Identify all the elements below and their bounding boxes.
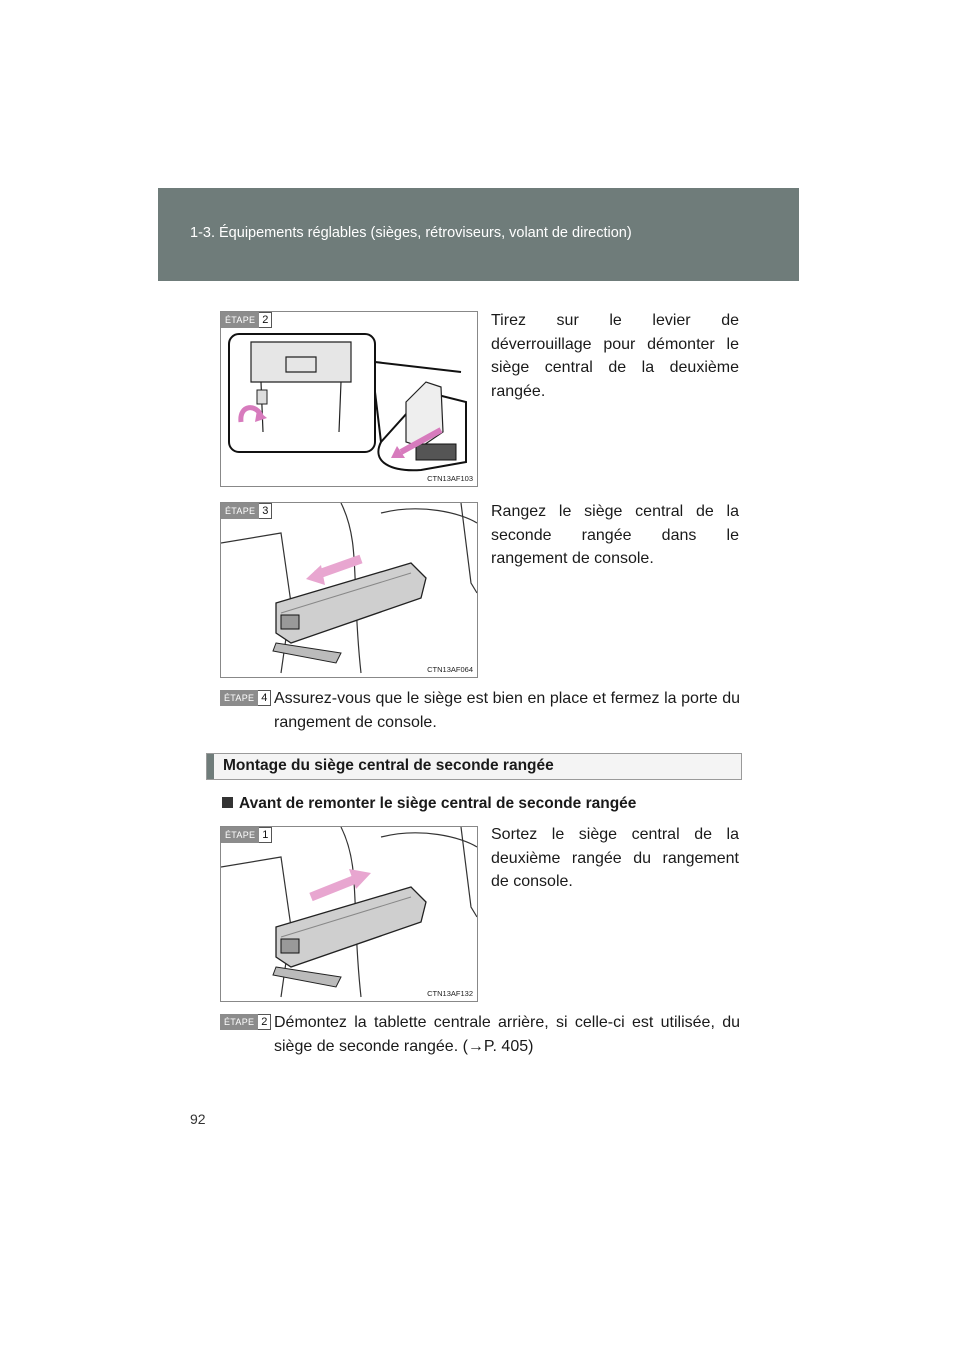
square-bullet-icon	[222, 797, 233, 808]
step-badge	[221, 312, 272, 328]
seat-release-illustration	[221, 312, 477, 486]
step-badge-number: 2	[259, 312, 272, 328]
console-removal-illustration	[221, 827, 477, 1001]
page-number: 92	[190, 1111, 206, 1127]
step-badge	[221, 827, 272, 843]
console-storage-illustration	[221, 503, 477, 677]
step-badge	[221, 503, 272, 519]
step-badge-label: ÉTAPE	[221, 827, 259, 843]
section-heading	[206, 753, 742, 780]
subheading	[222, 795, 636, 813]
figure-code: CTN13AF064	[427, 665, 473, 674]
step-description: Tirez sur le levier de déverrouillage pour démonter le siège central de la deuxième rangée.	[491, 312, 739, 400]
step-badge-label: ÉTAPE	[220, 1014, 258, 1030]
step-badge-label: ÉTAPE	[221, 312, 259, 328]
step-badge-number: 4	[258, 690, 271, 706]
section-heading-title: Montage du siège central de seconde rangée	[223, 757, 554, 774]
figure-code: CTN13AF103	[427, 474, 473, 483]
step-badge-label: ÉTAPE	[220, 690, 258, 706]
step-description: Rangez le siège central de la seconde rangée dans le rangement de console.	[491, 503, 739, 567]
chapter-header-title: 1-3. Équipements réglables (sièges, rétroviseurs, volant de direction)	[190, 225, 632, 241]
figure-remove-seat	[220, 311, 478, 487]
step-description: Assurez-vous que le siège est bien en place et fermez la porte du rangement de console.	[274, 690, 740, 731]
step-badge-number: 2	[258, 1014, 271, 1030]
step-description: Démontez la tablette centrale arrière, si celle-ci est utilisée, du siège de seconde rangée. (→P. 405)	[274, 1014, 740, 1055]
step-badge	[220, 1014, 271, 1030]
step-description: Sortez le siège central de la deuxième rangée du rangement de console.	[491, 826, 739, 890]
step-badge	[220, 690, 271, 706]
section-heading-bar	[207, 754, 214, 779]
step-badge-number: 1	[259, 827, 272, 843]
figure-store-seat	[220, 502, 478, 678]
step-badge-label: ÉTAPE	[221, 503, 259, 519]
subheading-text: Avant de remonter le siège central de seconde rangée	[239, 795, 637, 812]
step-badge-number: 3	[259, 503, 272, 519]
figure-code: CTN13AF132	[427, 989, 473, 998]
figure-take-out-seat	[220, 826, 478, 1002]
